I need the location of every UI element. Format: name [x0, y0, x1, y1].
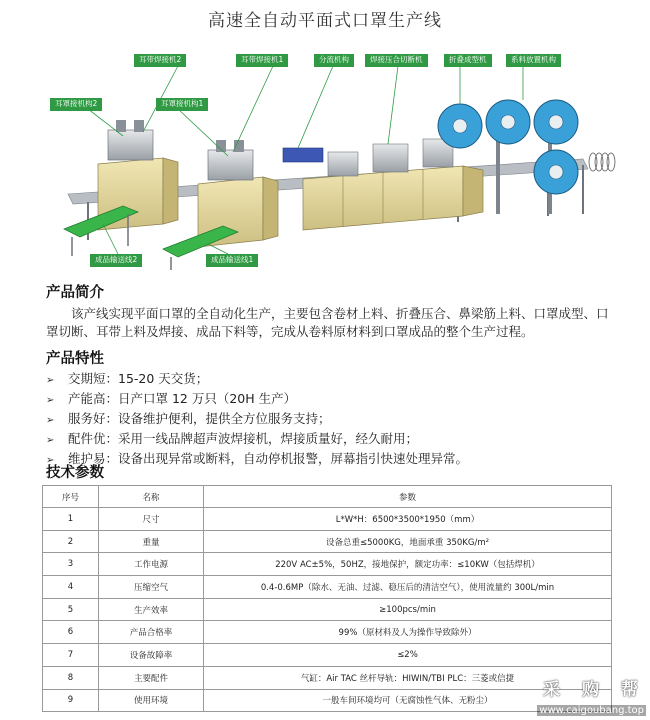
column-header-name: 名称 — [99, 486, 204, 508]
label-weld-press-cutter: 焊接压合切断机 — [365, 54, 428, 67]
label-ear-mechanism-2: 耳罩接机构2 — [50, 98, 102, 111]
intro-heading: 产品简介 — [46, 285, 104, 301]
column-header-param: 参数 — [204, 486, 612, 508]
label-output-conveyor-1: 成品输送线1 — [206, 254, 258, 267]
table-row: 3 工作电源 220V AC±5%，50HZ，接地保护，额定功率：≤10KW（包括焊机） — [43, 553, 612, 576]
label-folding-former: 折叠成型机 — [444, 54, 492, 67]
production-line-illustration — [28, 44, 628, 272]
label-ear-welder-2: 耳带焊接机2 — [134, 54, 186, 67]
label-ear-welder-1: 耳带焊接机1 — [236, 54, 288, 67]
label-material-placement: 系料放置机构 — [506, 54, 561, 67]
table-row: 9 使用环境 一般车间环境均可（无腐蚀性气体、无粉尘） — [43, 689, 612, 712]
table-row: 5 生产效率 ≥100pcs/min — [43, 598, 612, 621]
feature-item: ➢ 配件优：采用一线品牌超声波焊接机，焊接质量好，经久耐用； — [46, 430, 616, 450]
watermark-url: www.caigoubang.top — [539, 705, 644, 716]
table-row: 4 压缩空气 0.4-0.6MP（除水、无油、过滤、稳压后的清洁空气），使用流量约 300L/min — [43, 576, 612, 599]
spec-table — [42, 485, 612, 712]
arrow-bullet-icon: ➢ — [46, 455, 55, 466]
watermark-text: 采 购 帮 — [543, 680, 646, 700]
feature-item: ➢ 服务好：设备维护便利，提供全方位服务支持； — [46, 410, 616, 430]
table-row: 1 尺寸 L*W*H：6500*3500*1950（mm） — [43, 508, 612, 531]
spec-heading: 技术参数 — [46, 465, 104, 481]
arrow-bullet-icon: ➢ — [46, 415, 55, 426]
arrow-bullet-icon: ➢ — [46, 395, 55, 406]
label-ear-mechanism-1: 耳罩接机构1 — [156, 98, 208, 111]
table-header-row — [43, 486, 612, 508]
column-header-index: 序号 — [43, 486, 99, 508]
label-output-conveyor-2: 成品输送线2 — [90, 254, 142, 267]
feature-item: ➢ 产能高：日产口罩 12 万只（20H 生产） — [46, 390, 616, 410]
page-title: 高速全自动平面式口罩生产线 — [208, 11, 442, 31]
features-list — [46, 370, 616, 470]
feature-item: ➢ 维护易：设备出现异常或断料，自动停机报警，屏幕指引快速处理异常。 — [46, 450, 616, 470]
table-row: 2 重量 设备总重≤5000KG，地面承重 350KG/m² — [43, 530, 612, 553]
intro-text: 该产线实现平面口罩的全自动化生产，主要包含卷材上料、折叠压合、鼻梁筋上料、口罩成型、口罩切断、耳带上料及焊接、成品下料等，完成从卷料原材料到口罩成品的整个生产过程。 — [46, 306, 609, 339]
arrow-bullet-icon: ➢ — [46, 375, 55, 386]
table-row: 8 主要配件 气缸：Air TAC 丝杆导轨：HIWIN/TBI PLC：三菱或信捷 — [43, 666, 612, 689]
production-line-figure — [28, 44, 628, 272]
table-row: 7 设备故障率 ≤2% — [43, 644, 612, 667]
features-heading: 产品特性 — [46, 351, 104, 367]
feature-item: ➢ 交期短：15-20 天交货； — [46, 370, 616, 390]
arrow-bullet-icon: ➢ — [46, 435, 55, 446]
table-row: 6 产品合格率 99%（原材料及人为操作导致除外） — [43, 621, 612, 644]
label-splitter: 分流机构 — [314, 54, 354, 67]
